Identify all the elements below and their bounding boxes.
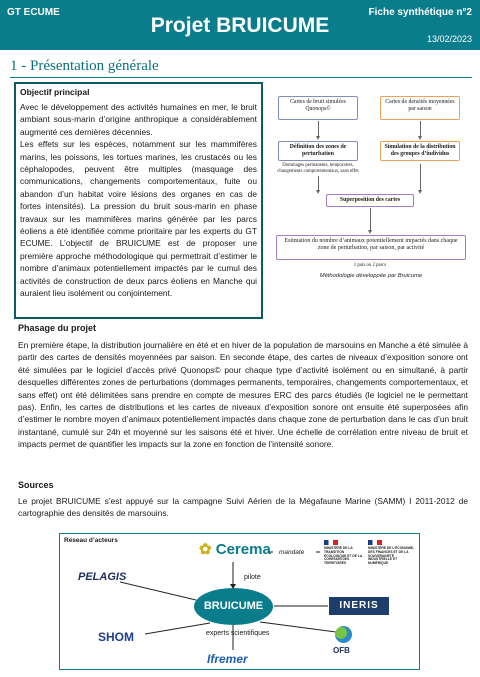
methodology-diagram (270, 90, 472, 310)
overlay-label: Superposition des cartes (339, 197, 401, 203)
sources-title: Sources (18, 480, 54, 490)
estimate-note: 1 puis ou 2 parcs (353, 263, 387, 268)
republic-flag-icon (368, 540, 382, 545)
sources-text: Le projet BRUICUME s’est appuyé sur la campagne Suivi Aérien de la Mégafaune Marine (SAMM) I 2011-2012 de cartographie des densités de marsouins. (18, 496, 468, 519)
ministry-ecology-text: MINISTÈRE DE LA TRANSITION ÉCOLOGIQUE ET DE LA COHÉSION DES TERRITOIRES (324, 546, 363, 566)
objectif-title: Objectif principal (20, 87, 90, 97)
header-group-label: GT ECUME (7, 7, 60, 18)
arrow-down (318, 121, 319, 137)
objectif-paragraph-2: Les effets sur les espèces, notamment sur les mammifères marins, les poissons, les tortues marines, les crustacés ou les céphalopodes, peuvent être multiples (masquage des communications, changements comportementaux, fuite ou abandon d’un habitat voire lésions des organes en cas de fortes intensités). La pression du bruit sous-marin en phase travaux sur les mammifères marins générée par les parcs éoliens a été identifiée comme prioritaire par les experts du GT ECUME. L’objectif de BRUICUME est de proposer une première approche méthodologique qui permettrait d’estimer le nombre d’animaux potentiellement impactés par le cumul des activités de construction de deux parcs éoliens en Manche qui auraient lieu isolément ou conjointement. (20, 139, 257, 299)
ministry-economy-text: MINISTÈRE DE L’ÉCONOMIE, DES FINANCES ET DE LA SOUVERAINETÉ INDUSTRIELLE ET NUMÉRIQUE (368, 546, 414, 566)
estimate-box: Estimation du nombre d’animaux potentiellement impactés dans chaque zone de perturbation, par saison, par activité (276, 235, 466, 260)
section-title: 1 - Présentation générale (10, 58, 159, 74)
republic-flag-icon (324, 540, 338, 545)
density-maps-box: Cartes de densités moyennées par saison (380, 96, 460, 120)
section-divider (10, 77, 472, 78)
bruicume-node: BRUICUME (194, 588, 273, 625)
header-sheet-number: Fiche synthétique n°2 (368, 7, 472, 18)
header-date: 13/02/2023 (426, 34, 472, 44)
zones-note: Dommages permanents, temporaires, changements comportementaux, sans effet (277, 163, 359, 174)
cerema-name: Cerema (215, 541, 271, 558)
arrow-down (370, 208, 371, 231)
objectif-paragraph-1: Avec le développement des activités humaines en mer, le bruit ambiant sous-marin d’origine anthropique a considérablement augmenté ces dernières décennies. (20, 102, 257, 137)
actors-network (59, 533, 420, 670)
diagram-caption: Méthodologie développée par Bruicume (319, 273, 423, 279)
objectif-box (14, 82, 263, 319)
experts-label: experts scientifiques (206, 630, 270, 637)
ifremer-logo: Ifremer (207, 652, 248, 666)
distribution-label: Simulation de la distribution des groupes d’individus (384, 144, 456, 157)
pilote-label: pilote (244, 574, 261, 581)
shom-logo: SHOM (98, 630, 134, 644)
page-title: Projet BRUICUME (150, 14, 330, 37)
cerema-mark-icon: ✿ (199, 541, 212, 558)
arrow-down (420, 121, 421, 137)
arrow-down (420, 164, 421, 191)
ofb-logo: OFB (333, 646, 350, 655)
zones-box (278, 141, 358, 161)
arrow-down (318, 176, 319, 191)
pelagis-logo: PELAGIS (78, 571, 127, 583)
actors-title: Réseau d’acteurs (64, 537, 118, 544)
zones-label: Définition des zones de perturbation (289, 144, 347, 157)
phasage-text: En première étape, la distribution journalière en été et en hiver de la population de marsouins en Manche a été simulée à partir des cartes de densités moyennées par saison. En seconde étape, des cartes de niveaux d’exposition sonore ont été simulées par le logiciel d’accès privé Quonops© pour chaque type d’activité isolément ou en simultané, à partir desquelles différentes zones de perturbations (dommages permanents, temporaires, changements comportementaux, et sans effet) ont été délimitées sans prendre en compte de mesures ERC des parcs étudiés (le logiciel ne le permettant pas). Enfin, les cartes de distributions et les cartes de niveaux d’exposition sonore ont ensuite été superposées afin d’estimer le nombre moyen d’animaux potentiellement impactés dans chaque zone de perturbation dans le cas d’un bruit instantané, cumulé sur 24h et moyenné sur les saisons été et hiver. Une échelle de corrélation entre niveau de bruit et impacts permet de quantifier les impacts sur la zone en fonction de l’intensité sonore. (18, 340, 468, 450)
noise-maps-box: Cartes de bruit simulées Quonops© (278, 96, 358, 120)
cerema-logo (199, 540, 271, 558)
ofb-emblem-icon (335, 626, 352, 643)
distribution-box (380, 141, 460, 161)
mandate-label: mandate (279, 549, 305, 556)
phasage-title: Phasage du projet (18, 323, 97, 333)
header-banner (0, 0, 480, 50)
ineris-logo: INERIS (329, 597, 389, 615)
overlay-box (326, 194, 414, 207)
